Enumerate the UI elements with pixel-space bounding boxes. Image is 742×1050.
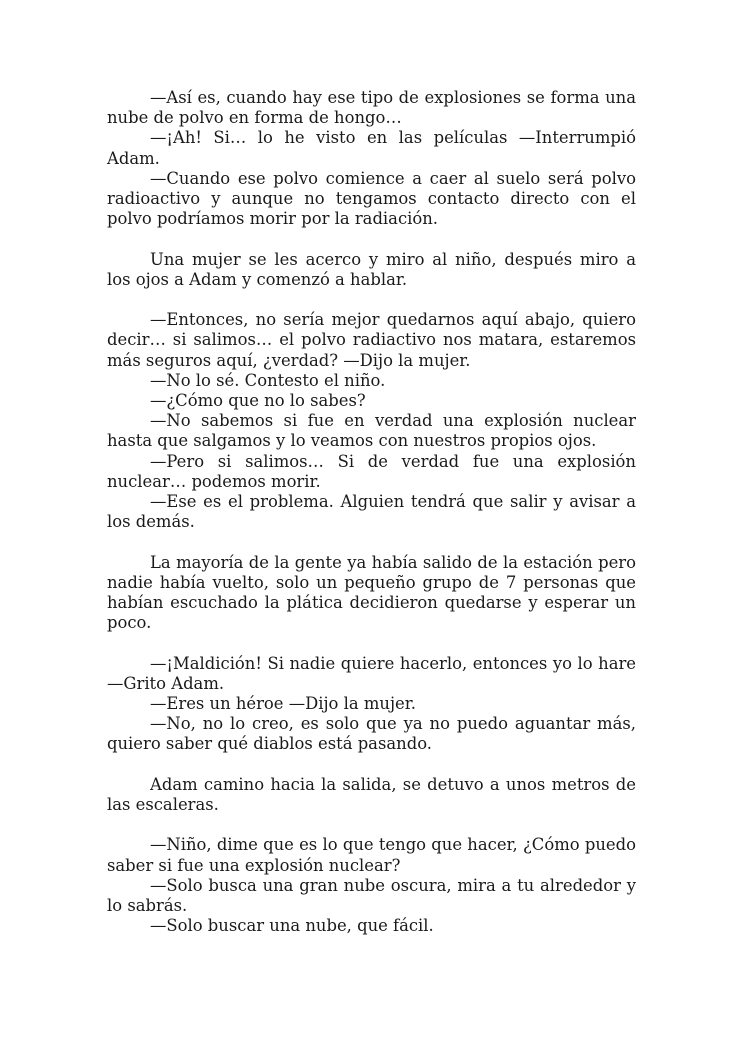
paragraph-gap [107,755,636,775]
paragraph: —Niño, dime que es lo que tengo que hacer, ¿Cómo puedo saber si fue una explosión nuclear? [107,835,636,875]
paragraph: —Entonces, no sería mejor quedarnos aquí abajo, quiero decir… si salimos… el polvo radiactivo nos matara, estaremos más seguros aquí, ¿verdad? —Dijo la mujer. [107,310,636,370]
paragraph: —Pero si salimos… Si de verdad fue una explosión nuclear… podemos morir. [107,451,636,491]
paragraph: La mayoría de la gente ya había salido de la estación pero nadie había vuelto, solo un pequeño grupo de 7 personas que habían escuchado la plática decidieron quedarse y esperar un poco. [107,552,636,633]
paragraph: —Cuando ese polvo comience a caer al suelo será polvo radioactivo y aunque no tengamos contacto directo con el polvo podríamos morir por la radiación. [107,168,636,229]
paragraph: —No lo sé. Contesto el niño. [150,370,386,390]
paragraph: —Así es, cuando hay ese tipo de explosiones se forma una nube de polvo en forma de hongo… [107,88,636,128]
paragraph: Una mujer se les acerco y miro al niño, después miro a los ojos a Adam y comenzó a hablar. [107,249,636,289]
paragraph: —¡Ah! Si… lo he visto en las películas —Interrumpió Adam. [107,128,636,168]
paragraph-gap [107,290,636,310]
paragraph: —Ese es el problema. Alguien tendrá que salir y avisar a los demás. [107,492,636,532]
paragraph: —No sabemos si fue en verdad una explosión nuclear hasta que salgamos y lo veamos con nuestros propios ojos. [107,411,636,451]
paragraph-gap [107,532,636,552]
paragraph-gap [107,815,636,835]
paragraph-gap [107,633,636,653]
paragraph: —¿Cómo que no lo sabes? [150,391,366,411]
document-page [107,88,636,936]
paragraph: —Solo busca una gran nube oscura, mira a tu alrededor y lo sabrás. [107,875,636,916]
paragraph: —Eres un héroe —Dijo la mujer. [150,694,416,714]
paragraph: Adam camino hacia la salida, se detuvo a unos metros de las escaleras. [107,774,636,815]
paragraph: —Solo buscar una nube, que fácil. [150,916,434,936]
paragraph-gap [107,229,636,249]
paragraph: —¡Maldición! Si nadie quiere hacerlo, entonces yo lo hare —Grito Adam. [107,653,636,693]
paragraph: —No, no lo creo, es solo que ya no puedo aguantar más, quiero saber qué diablos está pasando. [107,714,636,754]
